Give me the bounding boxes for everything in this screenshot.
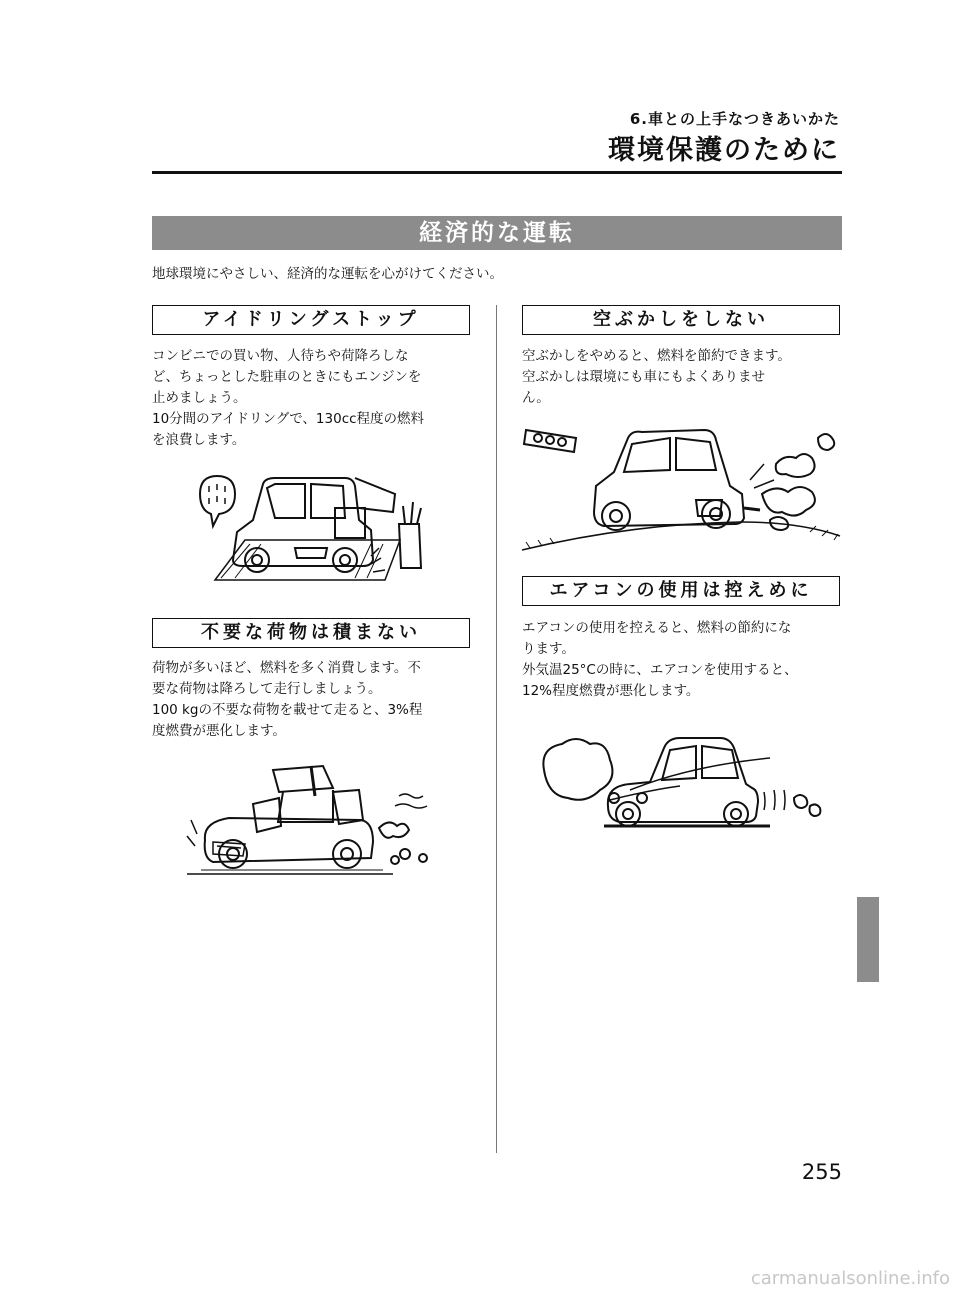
page-number: 255	[801, 1160, 842, 1184]
revving-line: 空ぶかしをやめると、燃料を節約できます。	[522, 348, 791, 364]
column-divider	[496, 305, 497, 1153]
cargo-line: 荷物が多いほど、燃料を多く消費します。不	[152, 660, 421, 676]
revving-line: 空ぶかしは環境にも車にもよくありませ	[522, 369, 765, 385]
aircon-line: エアコンの使用を控えると、燃料の節約にな	[522, 620, 792, 636]
idling-line: を浪費します。	[152, 432, 246, 448]
revving-paragraph	[522, 346, 842, 409]
cargo-paragraph	[152, 658, 472, 742]
section-intro: 地球環境にやさしい、経済的な運転を心がけてください。	[152, 266, 503, 282]
heading-no-revving: 空ぶかしをしない	[522, 305, 840, 335]
header-divider	[152, 171, 842, 174]
chapter-side-tab	[857, 897, 879, 982]
watermark: carmanualsonline.info	[750, 1268, 950, 1289]
idling-line: 10分間のアイドリングで、130cc程度の燃料	[152, 411, 425, 427]
cargo-line: 度燃費が悪化します。	[152, 723, 286, 739]
idling-line: ど、ちょっとした駐車のときにもエンジンを	[152, 369, 422, 385]
aircon-car-illustration	[540, 730, 830, 830]
heading-idling-stop: アイドリングストップ	[152, 305, 470, 335]
heading-no-unnecessary-cargo: 不要な荷物は積まない	[152, 618, 470, 648]
aircon-line: 12%程度燃費が悪化します。	[522, 683, 700, 699]
idling-line: コンビニでの買い物、人待ちや荷降ろしな	[152, 348, 409, 364]
idling-line: 止めましょう。	[152, 390, 247, 406]
aircon-paragraph	[522, 618, 842, 702]
cargo-line: 要な荷物は降ろして走行しましょう。	[152, 681, 382, 697]
revving-line: ん。	[522, 390, 550, 406]
cargo-line: 100 kgの不要な荷物を載せて走ると、3%程	[152, 702, 423, 718]
idling-paragraph	[152, 346, 472, 451]
aircon-line: ります。	[522, 641, 575, 657]
chapter-title: 6.車との上手なつきあいかた	[629, 110, 840, 128]
revving-car-illustration	[520, 420, 842, 555]
idling-car-illustration	[195, 468, 435, 586]
aircon-line: 外気温25°Cの時に、エアコンを使用すると、	[522, 662, 798, 678]
heading-limit-aircon: エアコンの使用は控えめに	[522, 576, 840, 606]
section-banner: 経済的な運転	[152, 216, 842, 250]
overloaded-car-illustration	[183, 762, 448, 880]
page-title: 環境保護のために	[608, 135, 840, 166]
